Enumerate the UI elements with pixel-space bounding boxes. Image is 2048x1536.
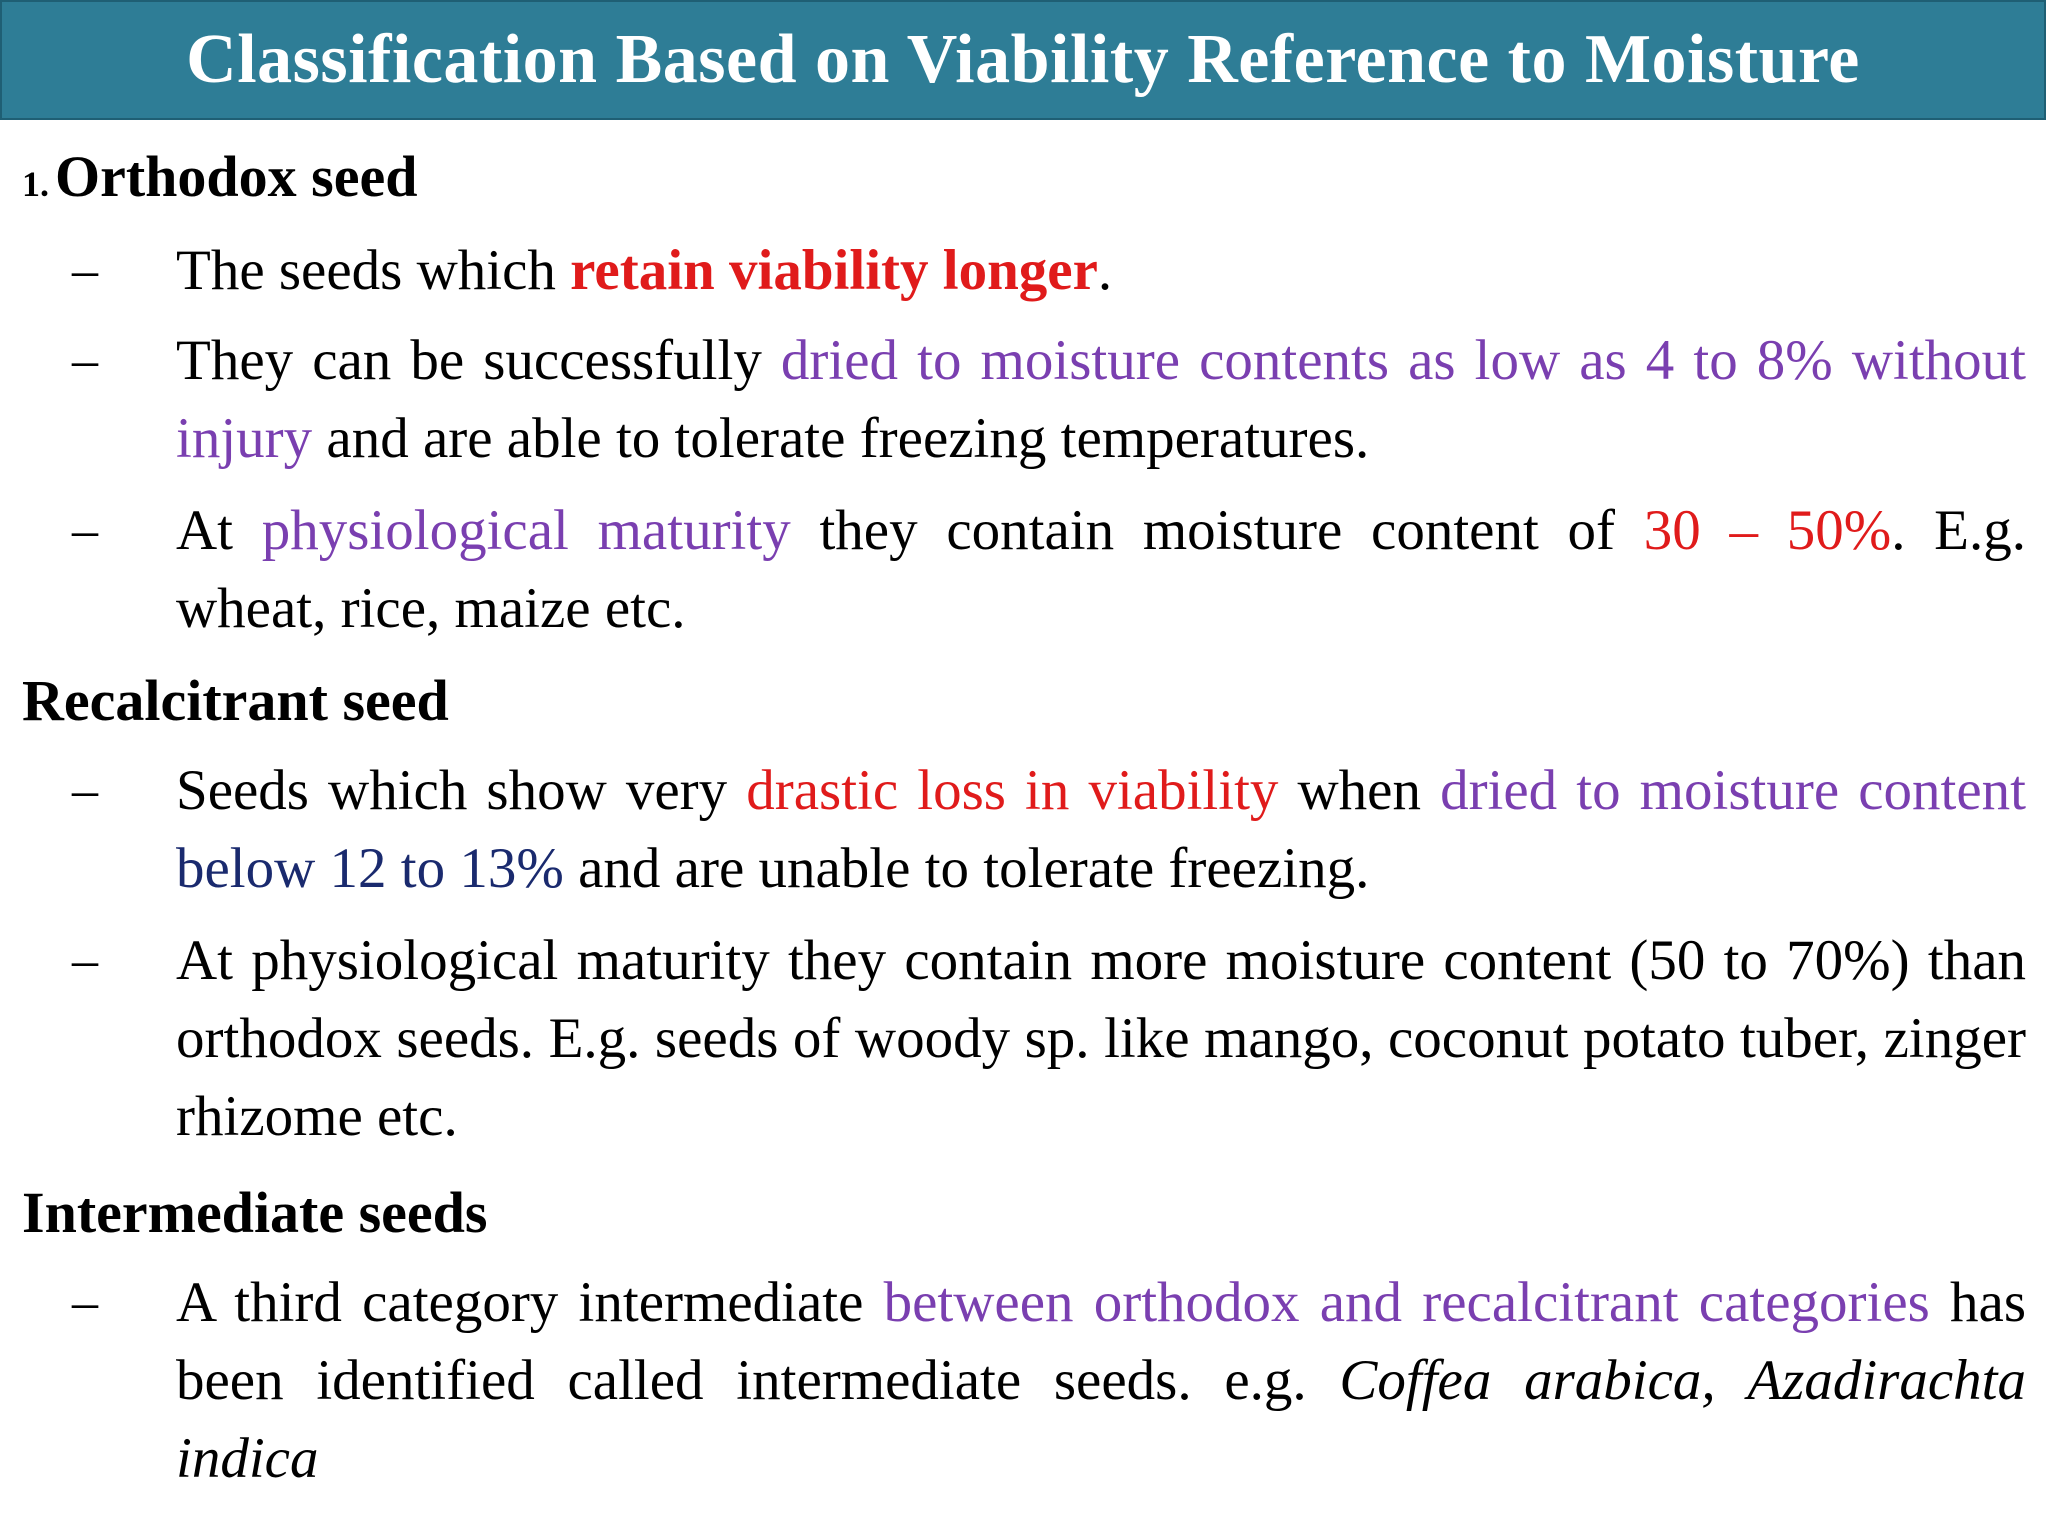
text-segment: At physiological maturity they contain more moisture content (50 to 70%) than orthodox seeds. E.g. seeds of woody sp. like mango, coconut potato tuber, zinger rhizome etc. [176,929,2026,1148]
section-number: 1. [22,164,49,204]
text-segment: The seeds which [176,239,571,302]
text-segment: Seeds which show very [176,759,747,822]
text-segment: when [1278,759,1441,822]
highlight-segment: drastic loss in viability [746,759,1279,822]
text-segment: has been identified called intermediate seeds. e.g. [176,1271,2027,1412]
section-heading-text: Intermediate seeds [22,1180,488,1245]
text-segment: . E.g. wheat, rice, maize etc. [176,499,2026,640]
highlight-segment: 30 – 50% [1643,499,1892,562]
dash-marker: – [72,242,98,299]
highlight-segment: physiological maturity [261,499,791,562]
text-segment: A third category intermediate [176,1271,884,1334]
text-segment: At [176,499,262,562]
dash-marker: – [72,332,98,389]
text-segment: . [1097,239,1113,302]
highlight-segment: below 12 to 13% [176,837,564,900]
dash-marker: – [72,502,98,559]
highlight-segment: between orthodox and recalcitrant categories [883,1271,1930,1334]
section-heading-intermediate [22,1180,488,1245]
highlight-segment: dried to moisture content [1440,759,2026,822]
dash-marker: – [72,1274,98,1331]
bullet-text [176,322,2026,478]
dash-marker: – [72,932,98,989]
highlight-segment: retain viability longer [570,239,1098,302]
dash-marker: – [72,762,98,819]
section-heading-recalcitrant [22,668,449,733]
slide-title: Classification Based on Viability Reference to Moisture [186,21,1860,98]
bullet-text [176,492,2026,648]
title-bar [0,0,2046,120]
bullet-text [176,1264,2026,1498]
bullet-text [176,922,2026,1156]
section-heading-orthodox [22,144,418,209]
section-heading-text: Orthodox seed [55,144,418,209]
highlight-segment: dried to moisture contents as low as 4 to 8% without injury [176,329,2026,470]
text-segment: and are unable to tolerate freezing. [563,837,1370,900]
bullet-text [176,232,2026,310]
section-heading-text: Recalcitrant seed [22,668,449,733]
text-segment: and are able to tolerate freezing temperatures. [312,407,1370,470]
text-segment: they contain moisture content of [790,499,1644,562]
species-names: Coffea arabica, Azadirachta indica [176,1349,2027,1490]
bullet-text [176,752,2026,908]
text-segment: They can be successfully [176,329,781,392]
